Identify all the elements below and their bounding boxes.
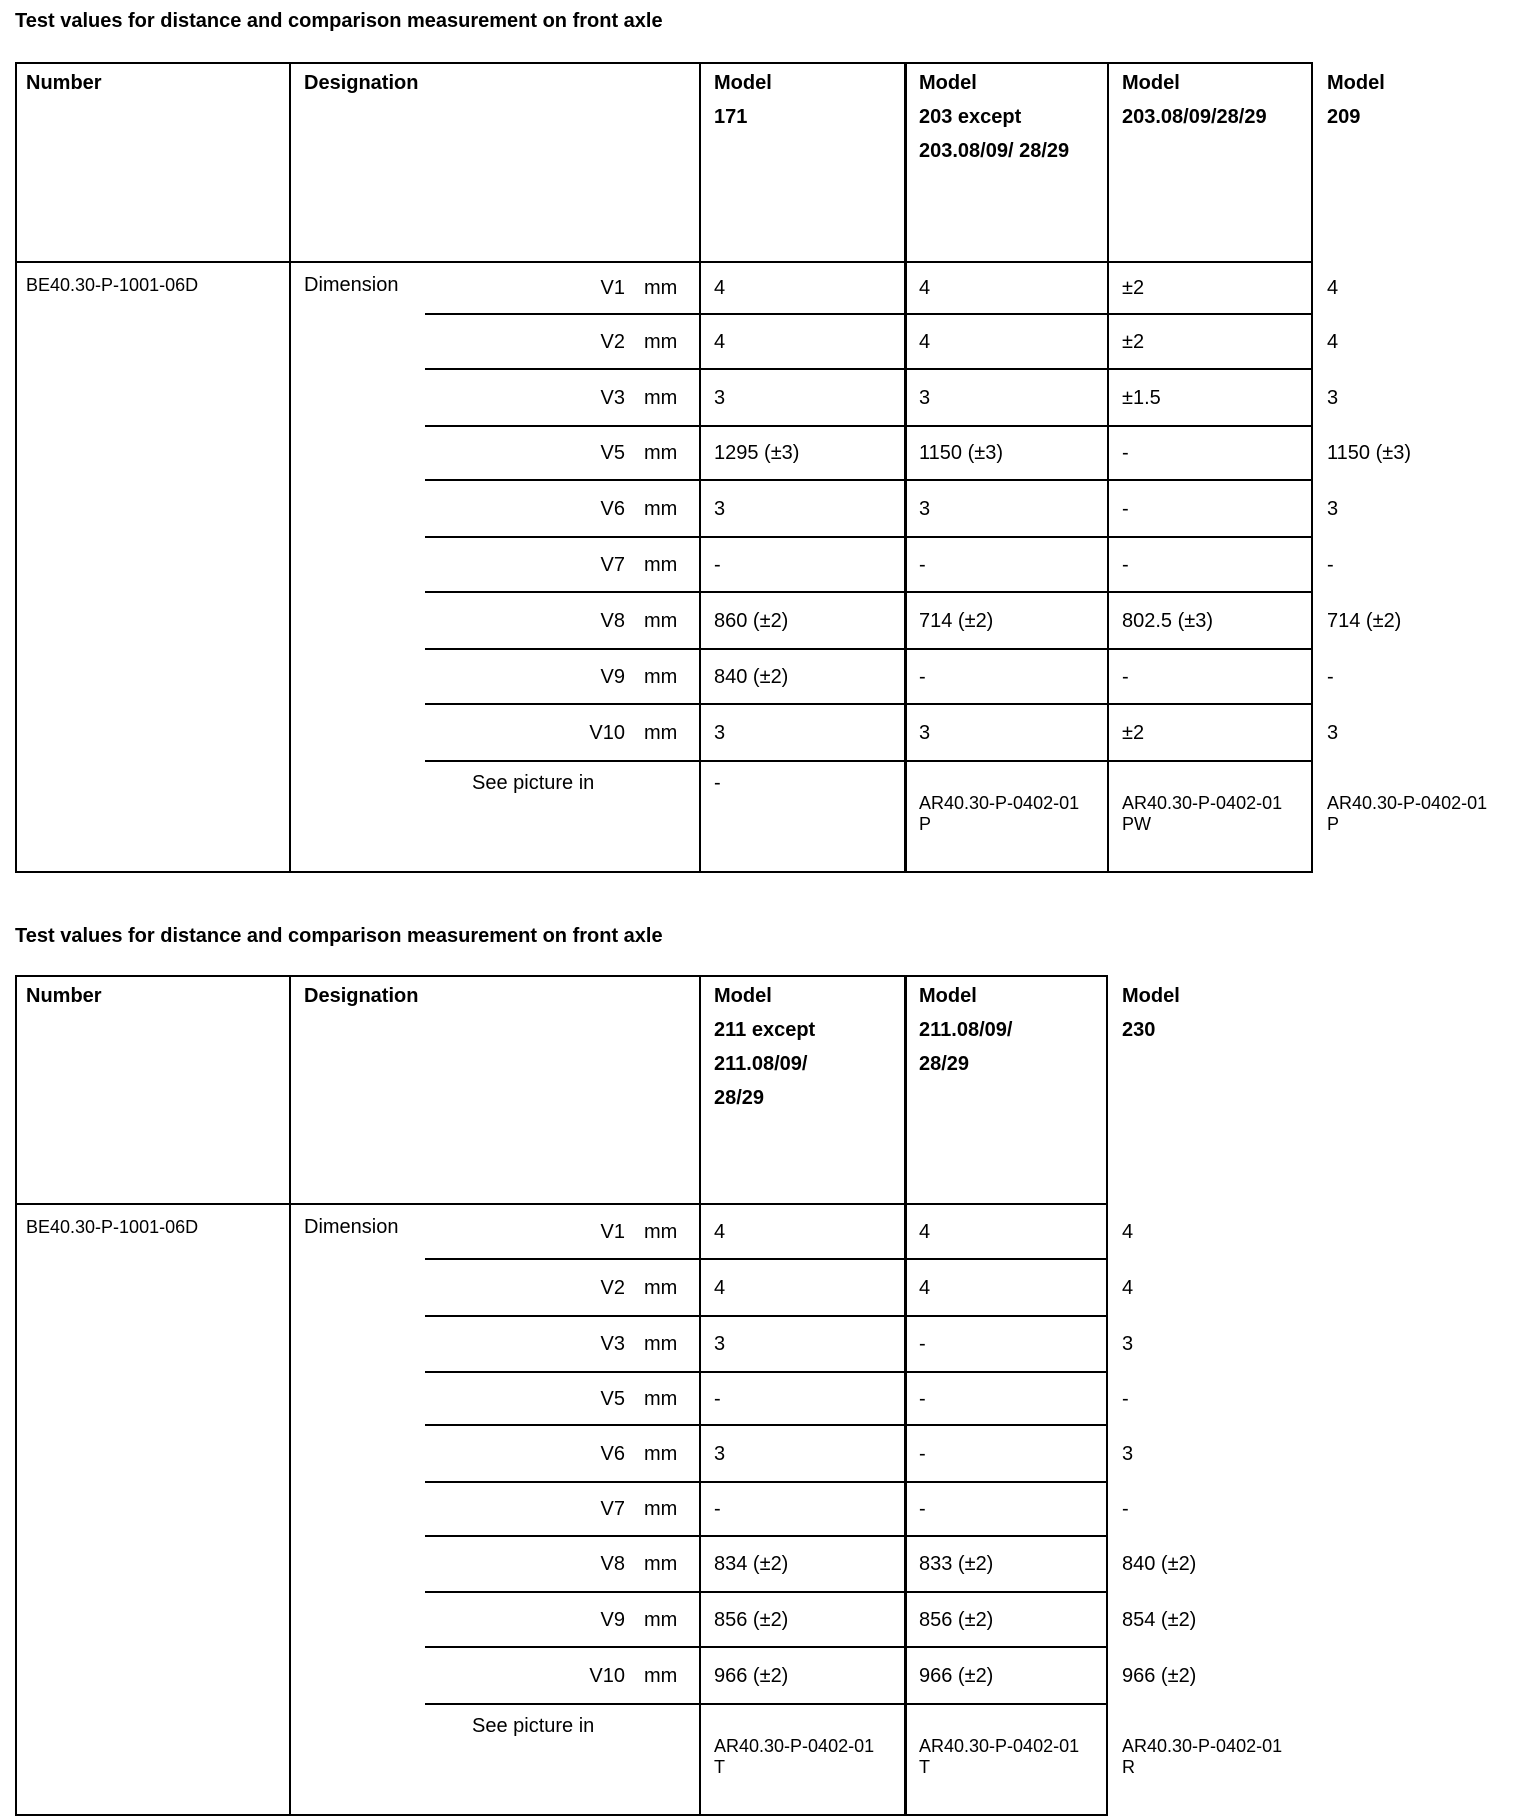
header-model bbox=[1122, 979, 1180, 1047]
picture-reference-line: AR40.30-P-0402-01 bbox=[919, 793, 1080, 813]
row-divider bbox=[425, 313, 1313, 315]
row-divider bbox=[425, 368, 1313, 370]
picture-reference-line: AR40.30-P-0402-01 bbox=[1122, 793, 1283, 813]
dimension-unit: mm bbox=[644, 1442, 678, 1465]
part-number: BE40.30-P-1001-06D bbox=[26, 1217, 199, 1237]
measurement-value: 4 bbox=[1122, 1220, 1134, 1243]
measurement-value: ±2 bbox=[1122, 721, 1145, 744]
row-divider bbox=[425, 1481, 1108, 1483]
measurement-value: - bbox=[919, 553, 926, 576]
measurement-value: 966 (±2) bbox=[714, 1664, 789, 1687]
measurement-value: - bbox=[919, 1498, 926, 1520]
model-label: Model bbox=[1122, 985, 1180, 1007]
header-model bbox=[714, 66, 899, 134]
row-divider bbox=[425, 425, 1313, 427]
model-name: 28/29 bbox=[714, 1087, 765, 1109]
measurement-value: 4 bbox=[919, 277, 931, 299]
dimension-code: V6 bbox=[600, 1442, 625, 1465]
measurement-value: 840 (±2) bbox=[1122, 1553, 1197, 1575]
measurement-value: - bbox=[1327, 553, 1334, 576]
measurement-value: 714 (±2) bbox=[919, 609, 994, 632]
measurement-value: 3 bbox=[1122, 1442, 1134, 1465]
measurement-value: 3 bbox=[1327, 386, 1339, 409]
column-divider bbox=[1107, 62, 1109, 873]
measurement-value: - bbox=[714, 1387, 721, 1410]
picture-reference bbox=[714, 1736, 874, 1778]
column-divider bbox=[904, 62, 907, 873]
model-name: 211.08/09/ bbox=[919, 1019, 1013, 1041]
see-picture-label: See picture in bbox=[472, 772, 595, 794]
picture-reference-line: T bbox=[714, 1757, 725, 1777]
column-divider bbox=[289, 62, 291, 873]
model-name: 211.08/09/ bbox=[714, 1053, 808, 1075]
row-divider bbox=[425, 1646, 1108, 1648]
picture-reference-line: AR40.30-P-0402-01 bbox=[1327, 793, 1488, 813]
dimension-code: V1 bbox=[600, 1220, 625, 1243]
column-divider bbox=[699, 62, 701, 873]
header-model bbox=[1327, 66, 1385, 134]
measurement-value: 4 bbox=[1327, 277, 1339, 299]
dimension-unit: mm bbox=[644, 1553, 678, 1575]
measurement-value: - bbox=[1122, 1498, 1129, 1520]
measurement-value: 3 bbox=[714, 386, 726, 409]
model-name: 171 bbox=[714, 106, 748, 128]
measurement-value: - bbox=[1327, 665, 1334, 688]
model-label: Model bbox=[919, 985, 977, 1007]
designation: Dimension bbox=[304, 1216, 399, 1238]
measurement-value: 854 (±2) bbox=[1122, 1608, 1197, 1631]
row-divider bbox=[425, 479, 1313, 481]
measurement-value: 4 bbox=[714, 1220, 726, 1243]
header-model bbox=[919, 66, 1102, 168]
header-number: Number bbox=[26, 72, 102, 94]
picture-reference bbox=[919, 793, 1079, 835]
dimension-code: V1 bbox=[600, 277, 625, 299]
measurement-value: 834 (±2) bbox=[714, 1553, 789, 1575]
model-name: 203 except bbox=[919, 106, 1022, 128]
picture-reference bbox=[1122, 793, 1282, 835]
dimension-unit: mm bbox=[644, 1664, 678, 1687]
row-divider bbox=[425, 1424, 1108, 1426]
row-divider bbox=[425, 536, 1313, 538]
model-label: Model bbox=[714, 985, 772, 1007]
picture-reference-line: AR40.30-P-0402-01 bbox=[1122, 1736, 1283, 1756]
dimension-unit: mm bbox=[644, 665, 678, 688]
dimension-unit: mm bbox=[644, 1608, 678, 1631]
measurement-value: 3 bbox=[714, 497, 726, 520]
header-model bbox=[1122, 66, 1307, 134]
dimension-code: V10 bbox=[589, 1664, 625, 1687]
column-divider bbox=[699, 975, 701, 1816]
dimension-unit: mm bbox=[644, 442, 678, 464]
table-1 bbox=[15, 62, 1488, 873]
measurement-value: - bbox=[1122, 442, 1129, 464]
dimension-code: V8 bbox=[600, 609, 625, 632]
measurement-value: ±2 bbox=[1122, 330, 1145, 353]
measurement-value: 4 bbox=[919, 1276, 931, 1299]
row-divider bbox=[425, 703, 1313, 705]
measurement-value: 4 bbox=[714, 330, 726, 353]
dimension-unit: mm bbox=[644, 386, 678, 409]
measurement-value: 1295 (±3) bbox=[714, 442, 800, 464]
picture-reference-line: P bbox=[1327, 814, 1340, 834]
measurement-value: - bbox=[919, 665, 926, 688]
picture-reference-line: T bbox=[919, 1757, 930, 1777]
dimension-unit: mm bbox=[644, 1333, 678, 1355]
header-divider bbox=[15, 1203, 1108, 1205]
row-divider bbox=[425, 591, 1313, 593]
measurement-value: 4 bbox=[714, 277, 726, 299]
measurement-value: 860 (±2) bbox=[714, 609, 789, 632]
header-model bbox=[714, 979, 899, 1115]
measurement-value: 714 (±2) bbox=[1327, 609, 1402, 632]
measurement-value: - bbox=[1122, 553, 1129, 576]
dimension-unit: mm bbox=[644, 1276, 678, 1299]
measurement-value: - bbox=[714, 1498, 721, 1520]
row-divider bbox=[425, 1591, 1108, 1593]
measurement-value: 4 bbox=[1122, 1276, 1134, 1299]
header-designation: Designation bbox=[304, 985, 419, 1007]
measurement-value: 856 (±2) bbox=[919, 1608, 994, 1631]
measurement-value: 3 bbox=[714, 1333, 726, 1355]
picture-reference bbox=[1122, 1736, 1282, 1778]
measurement-value: - bbox=[919, 1333, 926, 1355]
measurement-value: - bbox=[919, 1442, 926, 1465]
measurement-value: 3 bbox=[919, 497, 931, 520]
table-frame bbox=[15, 62, 1313, 873]
measurement-value: 4 bbox=[714, 1276, 726, 1299]
model-label: Model bbox=[714, 72, 772, 94]
measurement-value: 833 (±2) bbox=[919, 1553, 994, 1575]
measurement-value: 3 bbox=[1327, 721, 1339, 744]
dimension-unit: mm bbox=[644, 330, 678, 353]
picture-reference-line: AR40.30-P-0402-01 bbox=[919, 1736, 1080, 1756]
header-designation: Designation bbox=[304, 72, 419, 94]
measurement-value: 3 bbox=[1327, 497, 1339, 520]
measurement-value: 4 bbox=[919, 1220, 931, 1243]
table-2-title: Test values for distance and comparison measurement on front axle bbox=[15, 925, 663, 947]
measurement-value: 3 bbox=[714, 721, 726, 744]
column-divider bbox=[904, 975, 907, 1816]
picture-reference bbox=[1327, 793, 1487, 835]
picture-reference-line: - bbox=[714, 772, 721, 794]
dimension-unit: mm bbox=[644, 609, 678, 632]
measurement-value: 4 bbox=[919, 330, 931, 353]
model-label: Model bbox=[919, 72, 977, 94]
table-2 bbox=[15, 975, 1283, 1816]
dimension-unit: mm bbox=[644, 721, 678, 744]
table-1-title: Test values for distance and comparison measurement on front axle bbox=[15, 10, 663, 32]
measurement-value: 3 bbox=[919, 721, 931, 744]
dimension-unit: mm bbox=[644, 277, 678, 299]
picture-reference-line: R bbox=[1122, 1757, 1135, 1777]
dimension-code: V9 bbox=[600, 665, 625, 688]
measurement-value: 3 bbox=[1122, 1333, 1134, 1355]
row-divider bbox=[425, 648, 1313, 650]
dimension-code: V5 bbox=[600, 442, 625, 464]
model-label: Model bbox=[1122, 72, 1180, 94]
picture-reference-line: AR40.30-P-0402-01 bbox=[714, 1736, 875, 1756]
row-divider bbox=[425, 1258, 1108, 1260]
dimension-unit: mm bbox=[644, 497, 678, 520]
model-name: 211 except bbox=[714, 1019, 816, 1041]
dimension-code: V6 bbox=[600, 497, 625, 520]
dimension-code: V10 bbox=[589, 721, 625, 744]
column-divider bbox=[289, 975, 291, 1816]
row-divider bbox=[425, 1703, 1108, 1705]
see-picture-label: See picture in bbox=[472, 1715, 595, 1737]
header-number: Number bbox=[26, 985, 102, 1007]
measurement-value: - bbox=[1122, 665, 1129, 688]
dimension-code: V9 bbox=[600, 1608, 625, 1631]
model-name: 203.08/09/28/29 bbox=[1122, 106, 1267, 128]
dimension-code: V2 bbox=[600, 330, 625, 353]
dimension-unit: mm bbox=[644, 1220, 678, 1243]
picture-reference bbox=[714, 771, 721, 795]
dimension-code: V5 bbox=[600, 1387, 625, 1410]
measurement-value: 3 bbox=[919, 386, 931, 409]
row-divider bbox=[425, 1315, 1108, 1317]
header-model bbox=[919, 979, 1102, 1081]
measurement-value: ±2 bbox=[1122, 277, 1145, 299]
part-number: BE40.30-P-1001-06D bbox=[26, 275, 199, 295]
measurement-value: - bbox=[1122, 497, 1129, 520]
measurement-value: - bbox=[714, 553, 721, 576]
dimension-unit: mm bbox=[644, 1498, 678, 1520]
measurement-value: - bbox=[919, 1387, 926, 1410]
measurement-value: 1150 (±3) bbox=[919, 442, 1003, 464]
measurement-value: 966 (±2) bbox=[1122, 1664, 1197, 1687]
model-name: 230 bbox=[1122, 1019, 1156, 1041]
picture-reference bbox=[919, 1736, 1079, 1778]
model-name: 28/29 bbox=[919, 1053, 970, 1075]
measurement-value: 4 bbox=[1327, 330, 1339, 353]
dimension-code: V7 bbox=[600, 1498, 625, 1520]
dimension-code: V8 bbox=[600, 1553, 625, 1575]
model-name: 203.08/09/ 28/29 bbox=[919, 140, 1070, 162]
designation: Dimension bbox=[304, 274, 399, 296]
measurement-value: 1150 (±3) bbox=[1327, 442, 1411, 464]
measurement-value: 802.5 (±3) bbox=[1122, 609, 1214, 632]
dimension-unit: mm bbox=[644, 553, 678, 576]
header-divider bbox=[15, 261, 1313, 263]
row-divider bbox=[425, 1535, 1108, 1537]
dimension-code: V7 bbox=[600, 553, 625, 576]
row-divider bbox=[425, 760, 1313, 762]
measurement-value: 840 (±2) bbox=[714, 665, 789, 688]
measurement-value: ±1.5 bbox=[1122, 386, 1161, 409]
dimension-unit: mm bbox=[644, 1387, 678, 1410]
dimension-code: V3 bbox=[600, 386, 625, 409]
dimension-code: V3 bbox=[600, 1333, 625, 1355]
row-divider bbox=[425, 1371, 1108, 1373]
model-name: 209 bbox=[1327, 106, 1361, 128]
picture-reference-line: PW bbox=[1122, 814, 1151, 834]
measurement-value: 966 (±2) bbox=[919, 1664, 994, 1687]
measurement-value: - bbox=[1122, 1387, 1129, 1410]
measurement-value: 3 bbox=[714, 1442, 726, 1465]
picture-reference-line: P bbox=[919, 814, 932, 834]
dimension-code: V2 bbox=[600, 1276, 625, 1299]
model-label: Model bbox=[1327, 72, 1385, 94]
measurement-value: 856 (±2) bbox=[714, 1608, 789, 1631]
